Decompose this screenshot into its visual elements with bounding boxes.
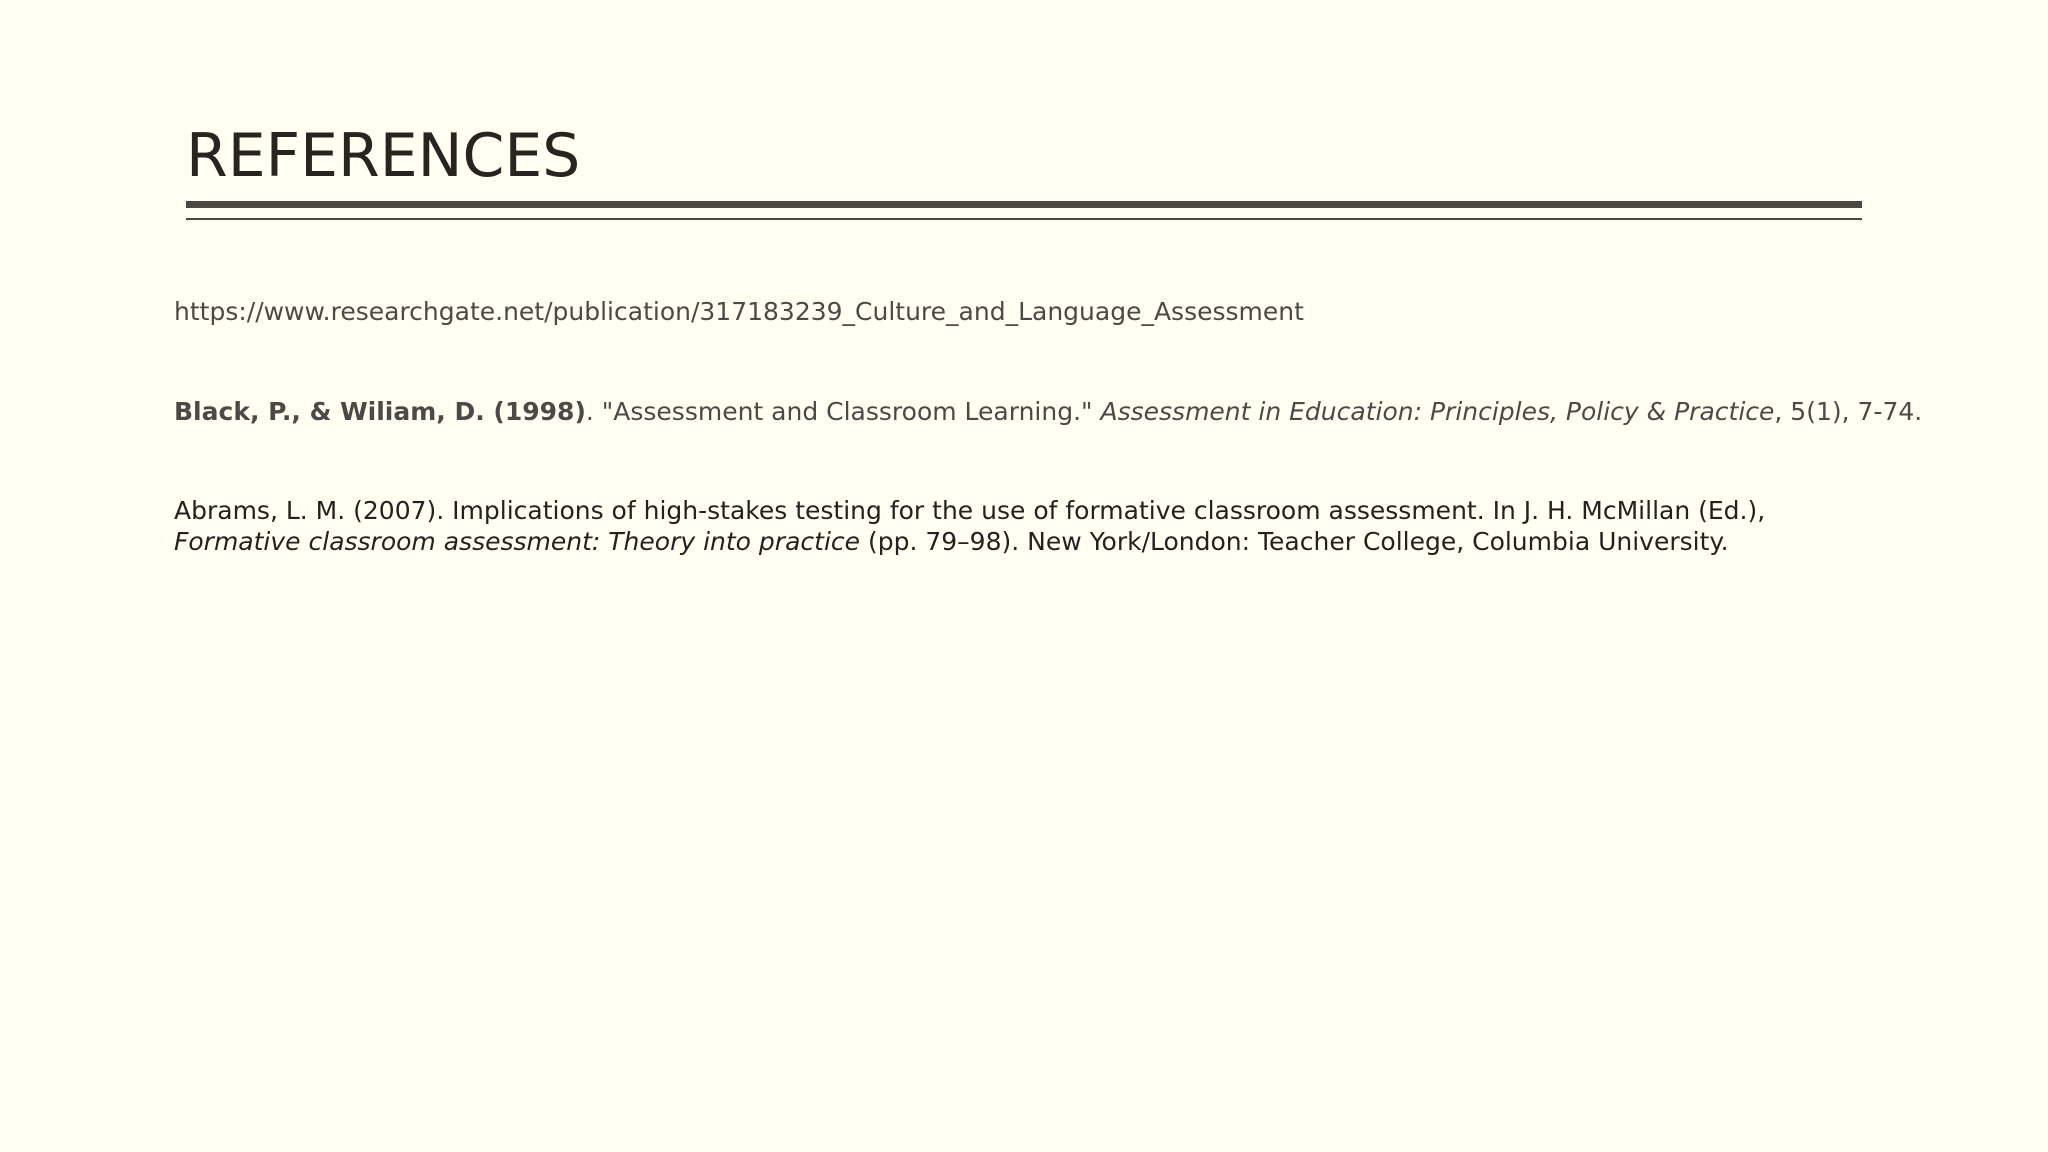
reference-journal: Assessment in Education: Principles, Policy & Practice <box>1100 397 1775 426</box>
reference-black-wiliam <box>174 396 1923 427</box>
reference-abrams <box>174 495 1854 557</box>
page-title: REFERENCES <box>186 121 581 191</box>
reference-abrams-lead: Abrams, L. M. (2007). Implications of high-stakes testing for the use of formative classroom assessment. In J. H. McMillan (Ed.), <box>174 496 1766 525</box>
reference-volume-pages: , 5(1), 7-74. <box>1774 397 1923 426</box>
reference-article-title: . "Assessment and Classroom Learning." <box>585 397 1101 426</box>
reference-abrams-book-title: Formative classroom assessment: Theory into practice <box>174 527 861 556</box>
reference-authors: Black, P., & Wiliam, D. (1998) <box>174 397 586 426</box>
reference-abrams-tail: (pp. 79–98). New York/London: Teacher College, Columbia University. <box>860 527 1729 556</box>
title-rule-thin <box>186 218 1862 220</box>
title-rule-thick <box>186 201 1862 208</box>
reference-url[interactable]: https://www.researchgate.net/publication/317183239_Culture_and_Language_Assessment <box>174 297 1304 326</box>
